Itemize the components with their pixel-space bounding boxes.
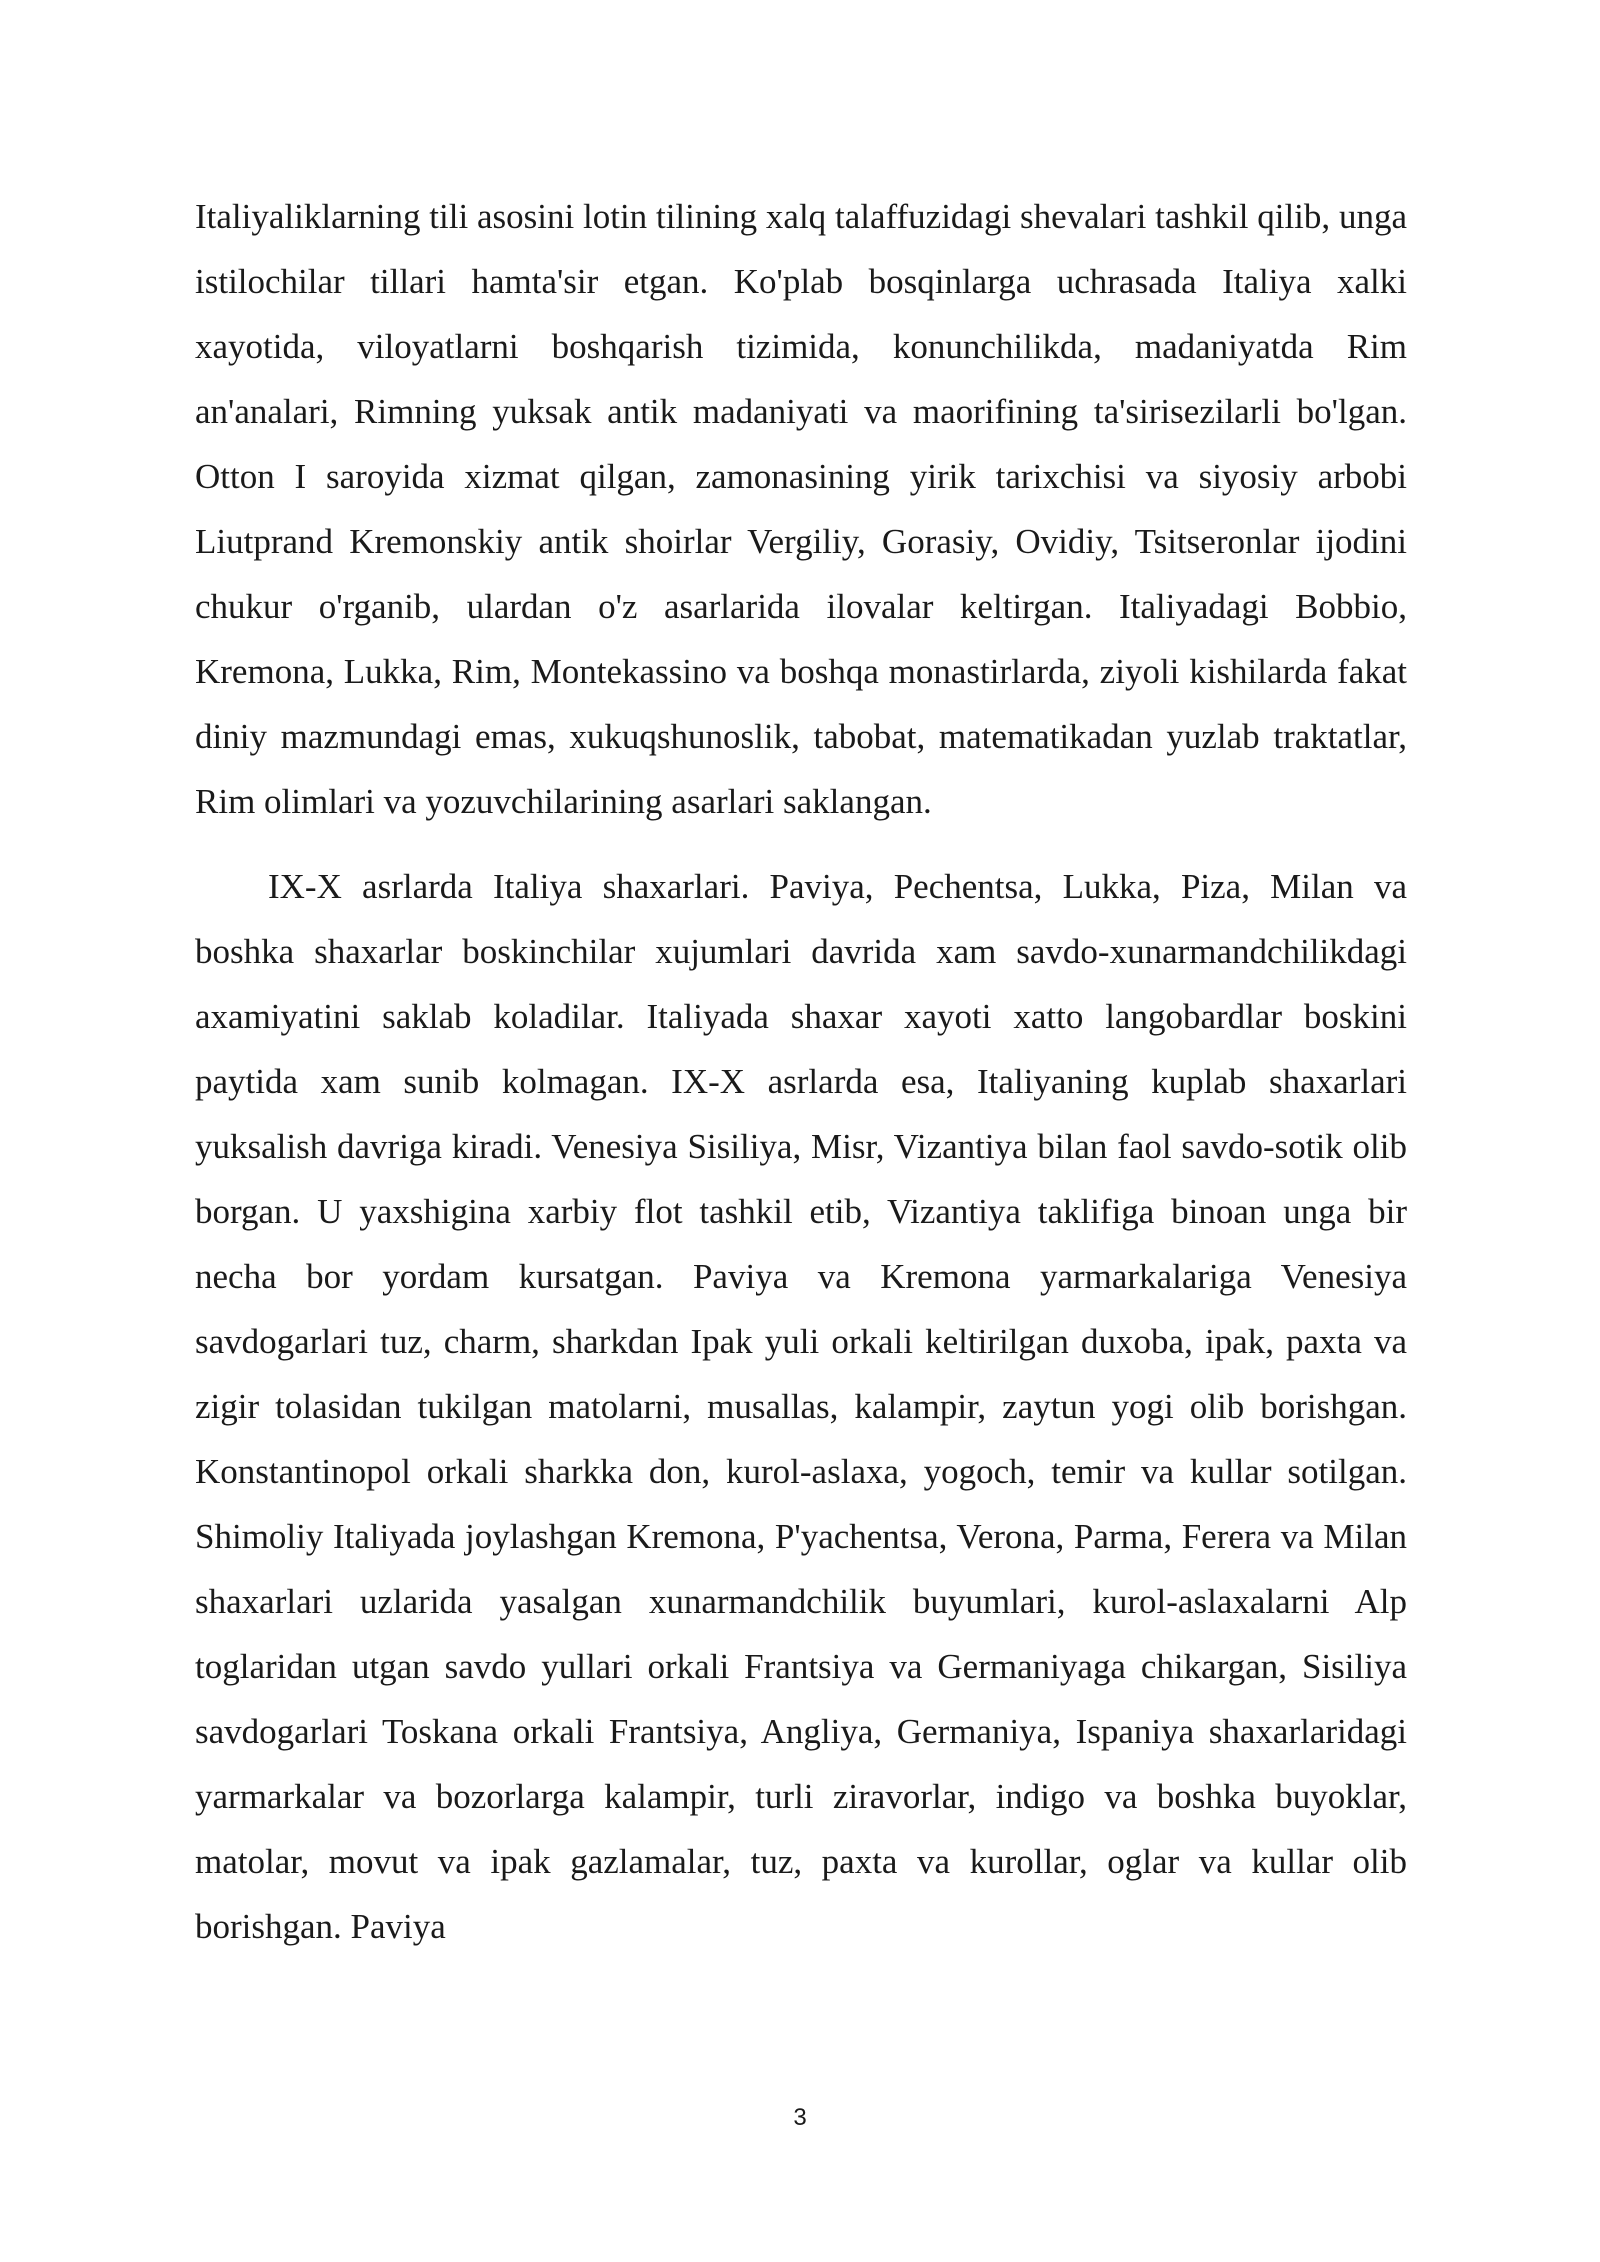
page-number: 3	[793, 2104, 807, 2131]
paragraph-2: IX-X asrlarda Italiya shaxarlari. Paviya, Pechentsa, Lukka, Piza, Milan va boshka shaxarlar boskinchilar xujumlari davrida xam savdo-xunarmandchilikdagi axamiyatini saklab koladilar. Italiyada shaxar xayoti xatto langobardlar boskini paytida xam sunib kolmagan. IX-X asrlarda esa, Italiyaning kuplab shaxarlari yuksalish davriga kiradi. Venesiya Sisiliya, Misr, Vizantiya bilan faol savdo-sotik olib borgan. U yaxshigina xarbiy flot tashkil etib, Vizantiya taklifiga binoan unga bir necha bor yordam kursatgan. Paviya va Kremona yarmarkalariga Venesiya savdogarlari tuz, charm, sharkdan Ipak yuli orkali keltirilgan duxoba, ipak, paxta va zigir tolasidan tukilgan matolarni, musallas, kalampir, zaytun yogi olib borishgan. Konstantinopol orkali sharkka don, kurol-aslaxa, yogoch, temir va kullar sotilgan. Shimoliy Italiyada joylashgan Kremona, P'yachentsa, Verona, Parma, Ferera va Milan shaxarlari uzlarida yasalgan xunarmandchilik buyumlari, kurol-aslaxalarni Alp toglaridan utgan savdo yullari orkali Frantsiya va Germaniyaga chikargan, Sisiliya savdogarlari Toskana orkali Frantsiya, Angliya, Germaniya, Ispaniya shaxarlaridagi yarmarkalar va bozorlarga kalampir, turli ziravorlar, indigo va boshka buyoklar, matolar, movut va ipak gazlamalar, tuz, paxta va kurollar, oglar va kullar olib borishgan. Paviya	[195, 867, 1407, 1946]
body-text	[195, 184, 1407, 1959]
paragraph-1: Italiyaliklarning tili asosini lotin tilining xalq talaffuzidagi shevalari tashkil qilib, unga istilochilar tillari hamta'sir etgan. Ko'plab bosqinlarga uchrasada Italiya xalki xayotida, viloyatlarni boshqarish tizimida, konunchilikda, madaniyatda Rim an'analari, Rimning yuksak antik madaniyati va maorifining ta'sirisezilarli bo'lgan. Otton I saroyida xizmat qilgan, zamonasining yirik tarixchisi va siyosiy arbobi Liutprand Kremonskiy antik shoirlar Vergiliy, Gorasiy, Ovidiy, Tsitseronlar ijodini chukur o'rganib, ulardan o'z asarlarida ilovalar keltirgan. Italiyadagi Bobbio, Kremona, Lukka, Rim, Montekassino va boshqa monastirlarda, ziyoli kishilarda fakat diniy mazmundagi emas, xukuqshunoslik, tabobat, matematikadan yuzlab traktatlar, Rim olimlari va yozuvchilarining asarlari saklangan.	[195, 197, 1407, 821]
